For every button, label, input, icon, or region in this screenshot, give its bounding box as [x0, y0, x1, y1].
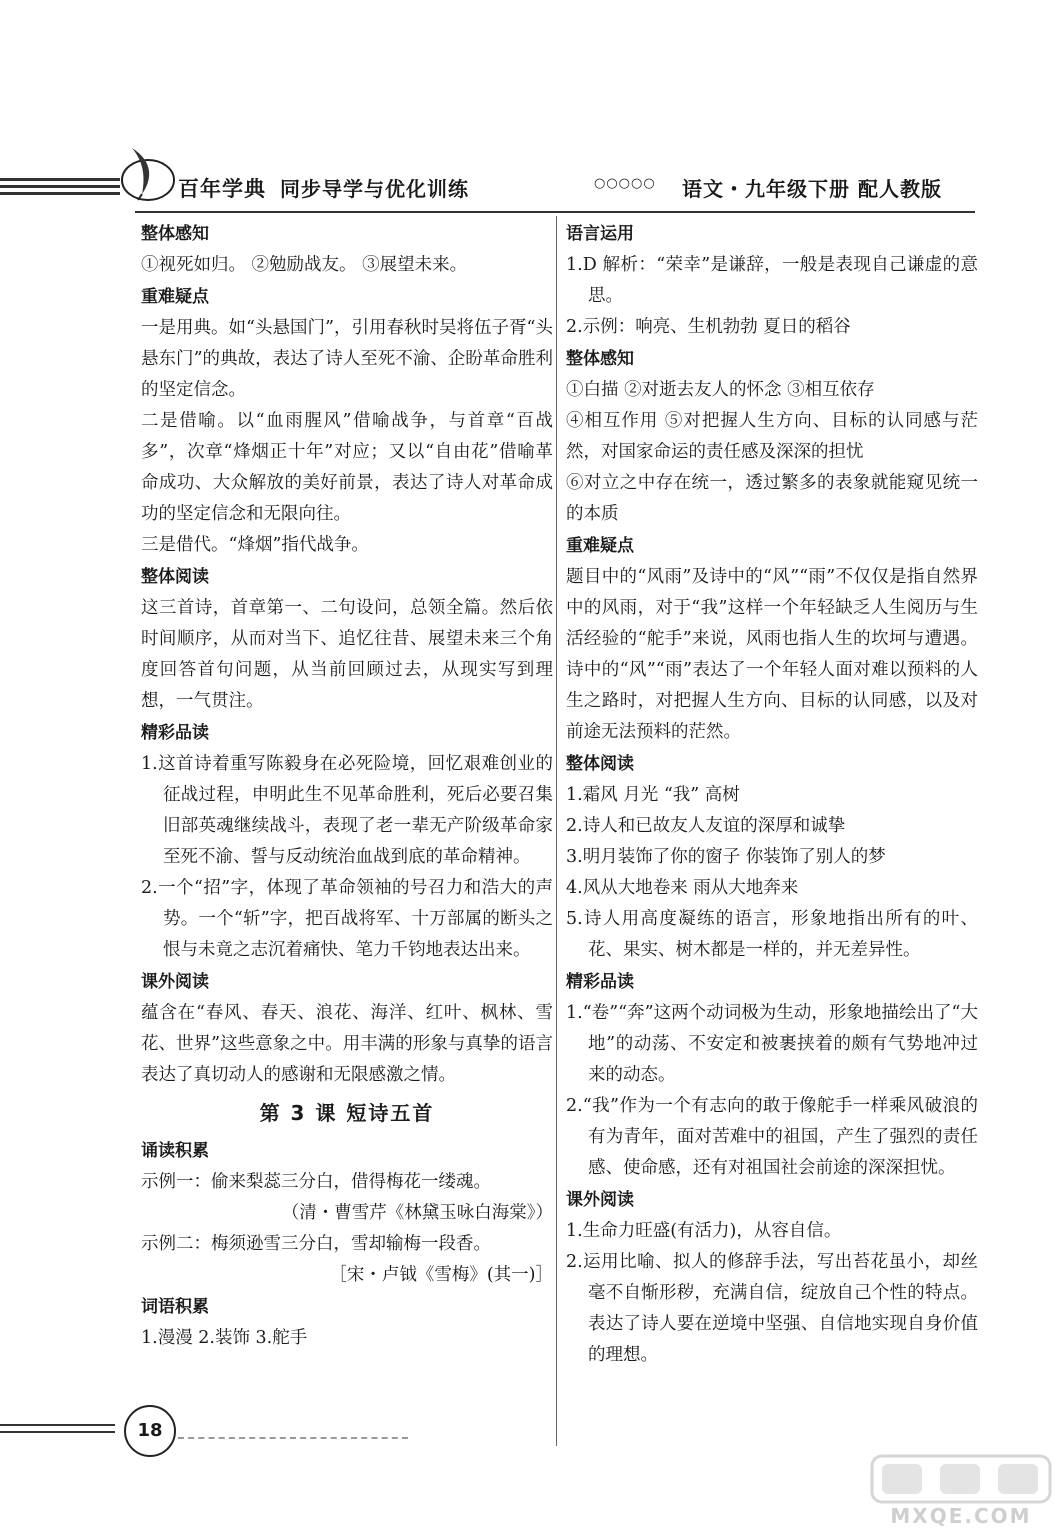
answer-item: 1.D 解析：“荣幸”是谦辞，一般是表现自己谦虚的意思。: [566, 255, 978, 306]
section-title: 语言运用: [566, 224, 634, 244]
answer-text: ①白描 ②对逝去友人的怀念 ③相互依存: [566, 380, 875, 400]
left-column: [141, 218, 553, 1354]
watermark-site: MXQE.COM: [890, 1504, 1032, 1528]
section-title: 课外阅读: [141, 972, 209, 992]
lesson-title: 第 3 课 短诗五首: [259, 1101, 435, 1125]
answer-item: 2.一个“招”字，体现了革命领袖的号召力和浩大的声势。一个“斩”字，把百战将军、十万部属的断头之恨与未竟之志沉着痛快、笔力千钧地表达出来。: [141, 878, 553, 960]
answer-item: 2.示例：响亮、生机勃勃 夏日的稻谷: [566, 317, 851, 337]
section-title: 整体阅读: [141, 567, 209, 587]
brand-name: 百年学典: [178, 177, 266, 201]
right-column: [566, 218, 978, 1371]
section-title: 整体阅读: [566, 754, 634, 774]
section-title: 整体感知: [141, 224, 209, 244]
answer-item: 2.运用比喻、拟人的修辞手法，写出苔花虽小，却丝毫不自惭形秽，充满自信，绽放自己个性的特点。表达了诗人要在逆境中坚强、自信地实现自身价值的理想。: [566, 1252, 978, 1365]
source-citation: ［宋・卢钺《雪梅》(其一)］: [329, 1265, 553, 1285]
answer-text: 二是借喻。以“血雨腥风”借喻战争，与首章“百战多”，次章“烽烟正十年”对应；又以“自由花”借喻革命成功、大众解放的美好前景，表达了诗人对革命成功的坚定信念和无限向往。: [141, 411, 553, 524]
answer-text: 这三首诗，首章第一、二句设问，总领全篇。然后依时间顺序，从而对当下、追忆往昔、展望未来三个角度回答首句问题，从当前回顾过去，从现实写到理想，一气贯注。: [141, 598, 553, 711]
section-title: 重难疑点: [141, 287, 209, 307]
subject-label: 语文・九年级下册 配人教版: [682, 177, 942, 201]
footer-decor-lines: [0, 1424, 115, 1438]
answer-item: 1.这首诗着重写陈毅身在必死险境，回忆艰难创业的征战过程，申明此生不见革命胜利，死后必要召集旧部英魂继续战斗，表现了老一辈无产阶级革命家至死不渝、誓与反动统治血战到底的革命精神。: [141, 754, 553, 867]
header-rule: [135, 211, 975, 213]
answer-text: 1.漫漫 2.装饰 3.舵手: [141, 1328, 308, 1348]
quill-pen-icon: [112, 140, 176, 202]
answer-text: 蕴含在“春风、春天、浪花、海洋、红叶、枫林、雪花、世界”这些意象之中。用丰满的形象与真挚的语言表达了真切动人的感谢和无限感激之情。: [141, 1003, 553, 1085]
answer-text: 题目中的“风雨”及诗中的“风”“雨”不仅仅是指自然界中的风雨，对于“我”这样一个年轻缺乏人生阅历与生活经验的“舵手”来说，风雨也指人生的坎坷与遭遇。诗中的“风”“雨”表达了一个年轻人面对难以预料的人生之路时，对把握人生方向、目标的认同感，以及对前途无法预料的茫然。: [566, 567, 978, 742]
answer-text: ①视死如归。 ②勉励战友。 ③展望未来。: [141, 255, 468, 275]
answer-item: 3.明月装饰了你的窗子 你装饰了别人的梦: [566, 847, 886, 867]
answer-text: 示例一：偷来梨蕊三分白，借得梅花一缕魂。: [141, 1172, 491, 1192]
page-number: 18: [124, 1405, 176, 1457]
answer-item: 2.“我”作为一个有志向的敢于像舵手一样乘风破浪的有为青年，面对苦难中的祖国，产生了强烈的责任感、使命感，还有对祖国社会前途的深深担忧。: [566, 1096, 978, 1178]
answer-item: 2.诗人和已故友人友谊的深厚和诚挚: [566, 816, 846, 836]
section-title: 词语积累: [141, 1297, 209, 1317]
header-decor-lines: [0, 178, 120, 199]
section-title: 诵读积累: [141, 1141, 209, 1161]
watermark-badge-icon: [868, 1450, 1054, 1506]
footer-dashed-line: [178, 1437, 408, 1439]
answer-text: ④相互作用 ⑤对把握人生方向、目标的认同感与茫然，对国家命运的责任感及深深的担忧: [566, 411, 978, 462]
watermark-logo: [868, 1450, 1054, 1528]
answer-text: ⑥对立之中存在统一，透过繁多的表象就能窥见统一的本质: [566, 473, 978, 524]
answer-item: 1.霜风 月光 “我” 高树: [566, 785, 740, 805]
answer-text: 示例二：梅须逊雪三分白，雪却输梅一段香。: [141, 1234, 491, 1254]
answer-item: 4.风从大地卷来 雨从大地奔来: [566, 878, 799, 898]
answer-item: 5.诗人用高度凝练的语言，形象地指出所有的叶、花、果实、树木都是一样的，并无差异性。: [566, 909, 978, 960]
answer-text: 一是用典。如“头悬国门”，引用春秋时吴将伍子胥“头悬东门”的典故，表达了诗人至死不渝、企盼革命胜利的坚定信念。: [141, 318, 553, 400]
section-title: 整体感知: [566, 349, 634, 369]
section-title: 重难疑点: [566, 536, 634, 556]
section-title: 精彩品读: [566, 972, 634, 992]
header-dots: ○○○○○: [594, 176, 656, 191]
answer-item: 1.生命力旺盛(有活力)，从容自信。: [566, 1221, 842, 1241]
answer-text: 三是借代。“烽烟”指代战争。: [141, 535, 369, 555]
source-citation: （清・曹雪芹《林黛玉咏白海棠》）: [281, 1203, 553, 1223]
brand-subtitle: 同步导学与优化训练: [280, 177, 469, 201]
section-title: 课外阅读: [566, 1190, 634, 1210]
answer-item: 1.“卷”“奔”这两个动词极为生动，形象地描绘出了“大地”的动荡、不安定和被裹挟着的颇有气势地冲过来的动态。: [566, 1003, 978, 1085]
brand-title: [178, 173, 469, 203]
column-divider: [556, 216, 557, 1446]
section-title: 精彩品读: [141, 723, 209, 743]
